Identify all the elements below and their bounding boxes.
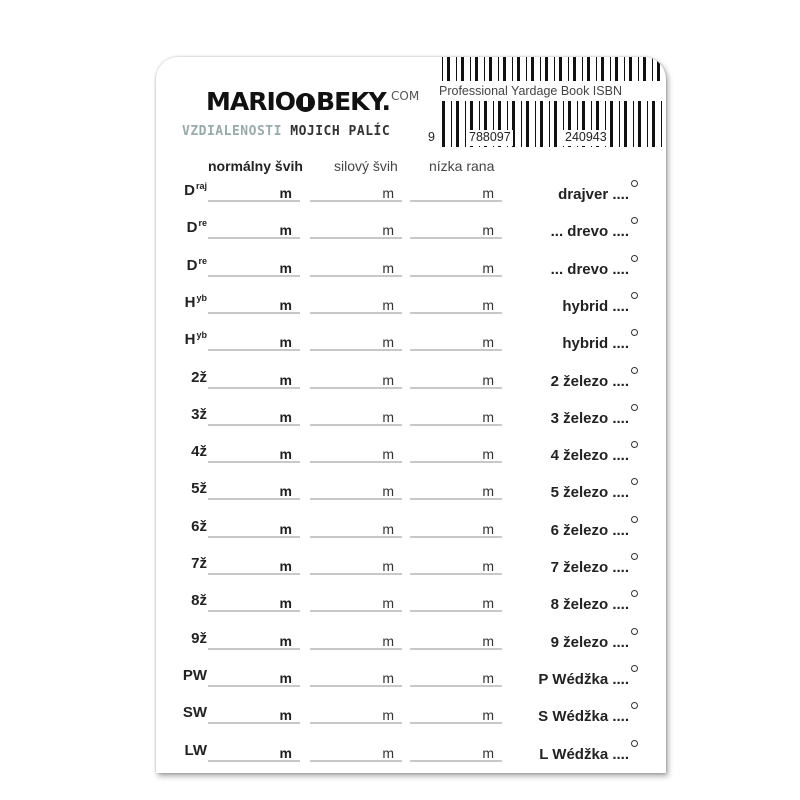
barcode-bar: [531, 57, 534, 81]
club-name-label: ... drevo ....: [550, 223, 629, 241]
distance-field-low[interactable]: [410, 706, 502, 724]
club-code-main: 6ž: [191, 517, 207, 535]
degree-icon: [631, 329, 638, 336]
barcode-bar: [526, 57, 527, 81]
barcode-bar: [517, 57, 520, 81]
barcode-bar: [521, 101, 522, 147]
barcode-bar: [540, 57, 541, 81]
club-row: [156, 480, 666, 517]
unit-label: m: [482, 259, 494, 276]
unit-label: m: [482, 558, 494, 574]
club-code: [191, 518, 207, 535]
barcode-bar: [568, 57, 569, 81]
unit-label: m: [279, 520, 292, 537]
club-name-label: 4 železo ....: [550, 447, 629, 465]
distance-field-normal[interactable]: [208, 408, 300, 426]
distance-field-low[interactable]: [410, 594, 502, 612]
barcode-top-icon: [442, 57, 664, 81]
club-code-main: 4ž: [191, 443, 207, 461]
distance-field-normal[interactable]: [208, 482, 300, 500]
unit-label: m: [482, 669, 494, 686]
degree-icon: [631, 404, 638, 411]
club-row: [156, 742, 666, 774]
unit-label: m: [382, 744, 394, 761]
barcode-bar: [610, 57, 611, 81]
club-code: [185, 294, 207, 311]
distance-field-normal[interactable]: [208, 259, 300, 277]
unit-label: m: [382, 595, 394, 612]
barcode-bar: [447, 57, 450, 81]
unit-label: m: [279, 744, 292, 761]
unit-label: m: [382, 558, 394, 574]
club-code: [185, 742, 208, 759]
unit-label: m: [382, 371, 394, 388]
isbn-digits-right: 240943: [565, 130, 607, 144]
unit-label: m: [382, 707, 394, 724]
degree-icon: [631, 628, 638, 635]
unit-label: m: [279, 334, 292, 351]
club-code: [185, 331, 207, 348]
distance-field-power[interactable]: [310, 744, 402, 762]
unit-label: m: [382, 520, 394, 537]
distance-field-low[interactable]: [410, 520, 502, 538]
club-row: [156, 257, 666, 294]
barcode-bar: [601, 57, 604, 81]
degree-icon: [631, 441, 638, 448]
club-code-sup: yb: [196, 330, 207, 341]
distance-field-low[interactable]: [410, 333, 502, 351]
unit-label: m: [382, 483, 394, 500]
barcode-bar: [456, 101, 459, 147]
distance-field-power[interactable]: [310, 632, 402, 650]
distance-field-low[interactable]: [410, 259, 502, 277]
brand-name-left: MARIO: [206, 87, 296, 116]
club-name-label: 5 železo ....: [550, 484, 629, 502]
barcode-bar: [582, 57, 583, 81]
club-code-main: 3ž: [191, 405, 207, 423]
unit-label: m: [382, 408, 394, 425]
col-header-normal: normálny švih: [208, 158, 303, 174]
degree-icon: [631, 553, 638, 560]
barcode-bar: [535, 101, 536, 147]
barcode-bar: [554, 101, 557, 147]
degree-icon: [631, 740, 638, 747]
club-name-label: 2 železo ....: [550, 372, 629, 390]
degree-icon: [631, 590, 638, 597]
barcode-bar: [545, 57, 548, 81]
barcode-bar: [559, 57, 562, 81]
unit-label: m: [279, 408, 292, 425]
unit-label: m: [482, 334, 494, 351]
barcode-bar: [643, 57, 646, 81]
distance-field-power[interactable]: [310, 482, 402, 500]
col-header-power: silový švih: [334, 158, 398, 174]
barcode-bar: [540, 101, 543, 147]
club-code: [183, 667, 207, 684]
barcode-bar: [657, 57, 660, 81]
club-code: [191, 406, 207, 423]
club-code: [191, 369, 207, 386]
barcode-bar: [652, 101, 655, 147]
distance-field-normal[interactable]: [208, 445, 300, 463]
unit-label: m: [279, 371, 292, 388]
distance-field-normal[interactable]: [208, 371, 300, 389]
barcode-bar: [451, 101, 452, 147]
brand-name-right: BEKY.: [316, 87, 390, 116]
club-row: [156, 592, 666, 629]
club-name-label: P Wédžka ....: [538, 670, 629, 688]
unit-label: m: [382, 259, 394, 276]
barcode-bar: [638, 101, 641, 147]
barcode-bar: [512, 57, 513, 81]
col-header-low: nízka rana: [429, 158, 495, 174]
club-code-main: 7ž: [191, 555, 207, 572]
unit-label: m: [279, 707, 292, 724]
club-name-label: drajver ....: [558, 186, 629, 203]
barcode-bar: [549, 101, 550, 147]
distance-field-power[interactable]: [310, 520, 402, 538]
club-code-main: SW: [182, 704, 207, 722]
distance-field-normal[interactable]: [208, 184, 300, 202]
club-code: [191, 443, 207, 460]
unit-label: m: [482, 632, 494, 649]
club-code-main: D: [184, 182, 195, 199]
yardage-card: [156, 57, 666, 773]
degree-icon: [631, 367, 638, 374]
distance-field-power[interactable]: [310, 259, 402, 277]
distance-field-normal[interactable]: [208, 594, 300, 612]
club-code-main: 2ž: [191, 368, 207, 386]
unit-label: m: [382, 296, 394, 313]
club-code-main: D: [186, 256, 198, 274]
club-name-label: 7 železo ....: [550, 559, 629, 576]
barcode-bar: [573, 57, 576, 81]
golfer-ball-icon: [296, 93, 315, 112]
barcode-bar: [619, 101, 620, 147]
unit-label: m: [382, 185, 394, 201]
distance-field-normal[interactable]: [208, 296, 300, 314]
distance-field-power[interactable]: [310, 594, 402, 612]
isbn-digits-mid: 788097: [469, 130, 511, 144]
unit-label: m: [382, 334, 394, 351]
club-code-sup: re: [198, 255, 207, 266]
barcode-bar: [624, 57, 625, 81]
barcode-bar: [465, 101, 466, 147]
club-row: [156, 555, 666, 592]
club-code: [191, 480, 207, 497]
unit-label: m: [279, 446, 292, 463]
distance-field-low[interactable]: [410, 445, 502, 463]
distance-field-normal[interactable]: [208, 669, 300, 687]
club-code-main: 9ž: [191, 629, 207, 647]
club-name-label: hybrid ....: [562, 297, 629, 315]
unit-label: m: [482, 744, 494, 761]
club-code-main: LW: [184, 741, 207, 759]
club-row: [156, 406, 666, 443]
club-row: [156, 294, 666, 331]
distance-field-low[interactable]: [410, 669, 502, 687]
club-name-label: 6 železo ....: [550, 521, 629, 539]
unit-label: m: [279, 222, 292, 239]
distance-field-low[interactable]: [410, 371, 502, 389]
club-code-sup: yb: [196, 292, 207, 303]
unit-label: m: [482, 483, 494, 500]
barcode-bar: [661, 101, 662, 147]
barcode-bar: [484, 57, 485, 81]
barcode-bar: [461, 57, 464, 81]
distance-field-power[interactable]: [310, 296, 402, 314]
barcode-bar: [638, 57, 639, 81]
unit-label: m: [279, 259, 292, 276]
degree-icon: [631, 255, 638, 262]
unit-label: m: [482, 446, 494, 463]
barcode-bar: [526, 101, 529, 147]
club-row: [156, 182, 666, 219]
unit-label: m: [482, 595, 494, 612]
club-code-sup: raj: [195, 181, 207, 191]
distance-field-low[interactable]: [410, 632, 502, 650]
barcode-bar: [652, 57, 653, 81]
degree-icon: [631, 478, 638, 485]
distance-field-low[interactable]: [410, 557, 502, 575]
barcode-bar: [587, 57, 590, 81]
unit-label: m: [279, 558, 292, 574]
distance-field-normal[interactable]: [208, 557, 300, 575]
distance-field-power[interactable]: [310, 221, 402, 239]
distance-field-normal[interactable]: [208, 706, 300, 724]
unit-label: m: [279, 669, 292, 686]
distance-field-normal[interactable]: [208, 520, 300, 538]
club-code-main: 8ž: [191, 592, 207, 610]
brand-suffix: COM: [391, 89, 420, 103]
barcode-bar: [470, 57, 471, 81]
club-code-main: D: [186, 219, 198, 237]
distance-field-power[interactable]: [310, 669, 402, 687]
degree-icon: [631, 702, 638, 709]
unit-label: m: [482, 707, 494, 724]
degree-icon: [631, 217, 638, 224]
isbn-digit-left: 9: [428, 130, 435, 144]
unit-label: m: [382, 222, 394, 239]
barcode-bar: [629, 57, 632, 81]
barcode-bar: [442, 57, 443, 81]
club-code-main: H: [184, 293, 196, 311]
distance-field-power[interactable]: [310, 371, 402, 389]
club-name-label: 8 železo ....: [550, 596, 629, 614]
barcode-bar: [503, 57, 506, 81]
page-subtitle: [182, 124, 390, 139]
barcode-bar: [615, 57, 618, 81]
club-code-sup: re: [198, 218, 207, 229]
club-code: [191, 592, 207, 609]
club-row: [156, 369, 666, 406]
distance-field-normal[interactable]: [208, 632, 300, 650]
club-row: [156, 331, 666, 368]
club-code: [191, 630, 207, 647]
club-name-label: hybrid ....: [562, 335, 629, 353]
barcode-bar: [610, 101, 613, 147]
club-row: [156, 219, 666, 256]
unit-label: m: [382, 632, 394, 649]
distance-field-normal[interactable]: [208, 221, 300, 239]
club-code-main: H: [184, 331, 196, 349]
distance-field-low[interactable]: [410, 221, 502, 239]
club-row: [156, 667, 666, 704]
club-code: [183, 704, 207, 721]
club-code-main: PW: [182, 666, 207, 684]
club-row: [156, 518, 666, 555]
club-code-main: 5ž: [191, 480, 207, 498]
unit-label: m: [382, 446, 394, 463]
unit-label: m: [279, 595, 292, 612]
barcode-bar: [596, 57, 597, 81]
subtitle-part2: MOJICH PALÍC: [290, 124, 391, 139]
club-row: [156, 630, 666, 667]
degree-icon: [631, 292, 638, 299]
club-code: [191, 555, 207, 572]
distance-field-normal[interactable]: [208, 744, 300, 762]
distance-field-normal[interactable]: [208, 333, 300, 351]
unit-label: m: [279, 632, 292, 649]
barcode-bar: [647, 101, 648, 147]
club-code: [187, 219, 207, 236]
club-row: [156, 704, 666, 741]
club-name-label: L Wédžka ....: [539, 745, 629, 763]
barcode-bar: [489, 57, 492, 81]
distance-field-power[interactable]: [310, 408, 402, 426]
club-name-label: ... drevo ....: [550, 260, 629, 278]
barcode-bar: [456, 57, 457, 81]
distance-field-power[interactable]: [310, 706, 402, 724]
degree-icon: [631, 180, 638, 187]
club-name-label: 9 železo ....: [550, 633, 629, 651]
distance-field-power[interactable]: [310, 557, 402, 575]
club-code: [184, 182, 207, 199]
unit-label: m: [482, 408, 494, 425]
distance-field-power[interactable]: [310, 333, 402, 351]
club-code: [187, 257, 207, 274]
unit-label: m: [279, 483, 292, 500]
unit-label: m: [382, 669, 394, 686]
barcode-bar: [475, 57, 478, 81]
barcode-bar: [554, 57, 555, 81]
unit-label: m: [482, 371, 494, 388]
unit-label: m: [279, 296, 292, 313]
subtitle-part1: VZDIALENOSTI: [182, 124, 282, 139]
unit-label: m: [482, 296, 494, 313]
brand-logo: [206, 87, 419, 116]
unit-label: m: [482, 222, 494, 239]
unit-label: m: [482, 185, 494, 201]
club-name-label: 3 železo ....: [550, 409, 629, 427]
distance-field-low[interactable]: [410, 184, 502, 202]
club-name-label: S Wédžka ....: [538, 708, 629, 726]
barcode-bar: [633, 101, 634, 147]
club-row: [156, 443, 666, 480]
distance-field-low[interactable]: [410, 296, 502, 314]
degree-icon: [631, 665, 638, 672]
barcode-bar: [624, 101, 627, 147]
unit-label: m: [279, 185, 292, 201]
distance-field-low[interactable]: [410, 408, 502, 426]
barcode-bar: [498, 57, 499, 81]
distance-field-power[interactable]: [310, 184, 402, 202]
degree-icon: [631, 516, 638, 523]
unit-label: m: [482, 520, 494, 537]
distance-field-power[interactable]: [310, 445, 402, 463]
distance-field-low[interactable]: [410, 744, 502, 762]
barcode-bar: [442, 101, 445, 147]
distance-field-low[interactable]: [410, 482, 502, 500]
isbn-label: Professional Yardage Book ISBN: [439, 84, 622, 98]
